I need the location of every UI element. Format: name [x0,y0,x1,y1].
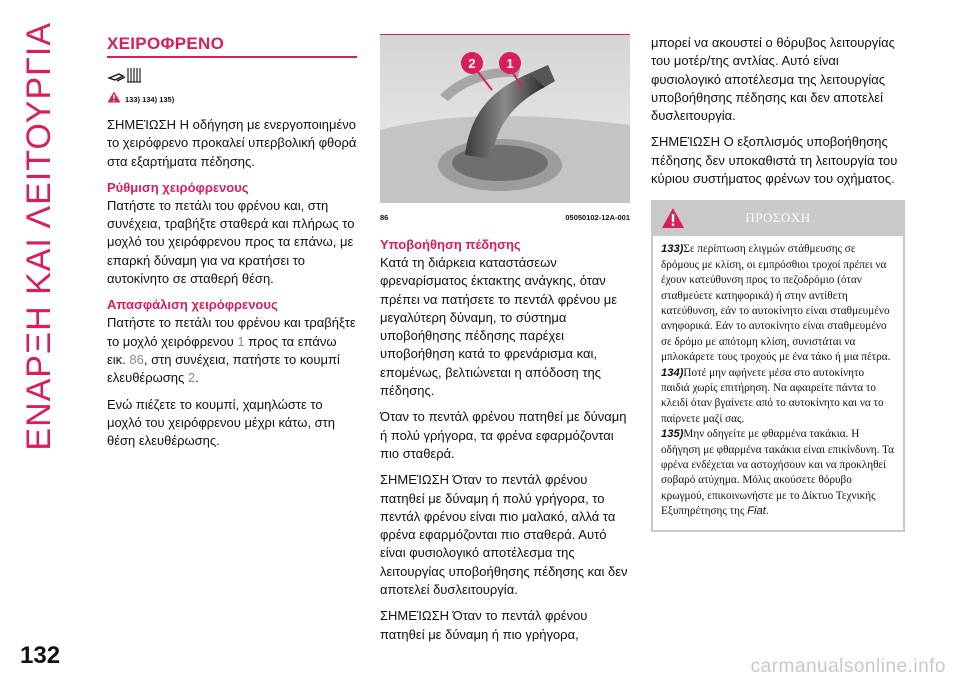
continued-text: μπορεί να ακουστεί ο θόρυβος λειτουργίας του μοτέρ/της αντλίας. Αυτό είναι φυσιολογικό αποτέλεσμα της λειτουργίας υποβοήθησης πέδησης και δεν αποτελεί δυσλειτουργία. [651,35,895,124]
column-continued [651,34,905,532]
caution-box [651,200,905,531]
chapter-side-title: ΕΝΑΡΞΗ ΚΑΙ ΛΕΙΤΟΥΡΓΙΑ [19,22,58,451]
release-title: Απασφάλιση χειρόφρενους [107,297,278,313]
brake-assist-note-2: ΣΗΜΕΊΩΣΗ Όταν το πεντάλ φρένου πατηθεί με δύναμη ή πιο γρήγορα, [380,608,588,642]
brake-assist-text-2: Όταν το πεντάλ φρένου πατηθεί με δύναμη ή πολύ γρήγορα, τα φρένα εφαρμόζονται πιο σταθερά. [380,409,627,461]
brake-assist-note-1: ΣΗΜΕΊΩΣΗ Όταν το πεντάλ φρένου πατηθεί με δύναμη ή πολύ γρήγορα, το πεντάλ φρένου είναι πιο μαλακό, αλλά τα φρένα εφαρμόζονται πιο σταθερά. Αυτό είναι φυσιολογικό αποτέλεσμα της λειτουργίας υποβοήθησης πέδησης και δεν αποτελεί δυσλειτουργία. [380,472,628,598]
ref-figure-86: 86 [129,351,144,367]
warning-reference-row [107,90,357,108]
warning-triangle-icon [107,90,121,108]
ref-button-2: 2 [187,370,196,386]
figure-code: 05050102-12A-001 [565,213,630,222]
handbrake-symbol-icon [107,64,357,88]
figure-label-1: 1 [506,56,514,71]
release-text: Πατήστε το πετάλι του φρένου και τραβήξτε το μοχλό χειρόφρενου 1 προς τα επάνω εικ. 86, στη συνέχεια, πατήστε το κουμπί ελευθέρωσης 2. [107,315,356,386]
brake-assist-note-3: ΣΗΜΕΊΩΣΗ Ο εξοπλισμός υποβοήθησης πέδησης δεν υποκαθιστά τη λειτουργία του κύριου συστήματος φρένων του οχήματος. [651,134,898,187]
caution-triangle-icon [661,207,685,234]
caution-label: ΠΡΟΣΟΧΗ [745,210,811,226]
release-text-2: Ενώ πιέζετε το κουμπί, χαμηλώστε το μοχλό του χειρόφρενου μέχρι κάτω, στη θέση ελευθέρωσης. [107,396,336,449]
caution-header [651,200,905,236]
ref-lever-1: 1 [237,333,245,349]
column-handbrake [107,34,357,450]
watermark: carmanualsonline.info [750,656,946,677]
section-title: ΧΕΙΡΟΦΡΕΝΟ [107,34,357,58]
handbrake-figure [380,34,630,203]
handbrake-lever-illustration [380,35,630,203]
page-number: 132 [20,642,61,669]
column-brake-assist [380,34,630,644]
adjust-text: Πατήστε το πετάλι του φρένου και, στη συνέχεια, τραβήξτε σταθερά και πλήρως το μοχλό του χειρόφρενου προς τα επάνω, με επαρκή δύναμη για να κρατήσει το αυτοκίνητο σε σταθερή θέση. [107,197,355,287]
warning-135: 135)Μην οδηγείτε με φθαρμένα τακάκια. Η οδήγηση με φθαρμένα τακάκια είναι επικίνδυνη. Τα φρένα ενδέχεται να αστοχήσουν και να προκληθεί σοβαρό ατύχημα. Μόλις ακούσετε θόρυβο κρωγμού, επικοινωνήστε με το Δίκτυο Τεχνικής Εξυπηρέτησης της Fiat. [661,428,894,518]
warning-refs: 133) 134) 135) [125,94,175,104]
figure-number: 86 [380,213,389,222]
handbrake-note: ΣΗΜΕΊΩΣΗ Η οδήγηση με ενεργοποιημένο το χειρόφρενο προκαλεί υπερβολική φθορά στα εξαρτήματα πέδησης. [107,117,357,169]
adjust-title: Ρύθμιση χειρόφρενους [107,179,249,195]
warning-134: 134)Ποτέ μην αφήνετε μέσα στο αυτοκίνητο παιδιά χωρίς επιτήρηση. Να αφαιρείτε πάντα το κλειδί όταν βγαίνετε από το αυτοκίνητο και να το παίρνετε μαζί σας. [661,366,884,425]
warning-133: 133)Σε περίπτωση ελιγμών στάθμευσης σε δρόμους με κλίση, οι εμπρόσθιοι τροχοί πρέπει να έχουν κατεύθυνση προς το πεζοδρόμιο (όταν σταθμεύετε κατηφορικά) ή στην αντίθετη κατεύθυνση, εάν το αυτοκίνητο είναι σταθμευμένο ανηφορικά. Εάν το αυτοκίνητο είναι σταθμευμένο σε δρόμο με απότομη κλίση, συνιστάται να μπλοκάρετε τους τροχούς με ένα τάκο ή μια πέτρα. [661,243,891,364]
brake-assist-title: Υποβοήθηση πέδησης [380,237,521,252]
brake-assist-text-1: Κατά τη διάρκεια καταστάσεων φρεναρίσματος έκτακτης ανάγκης, όταν πρέπει να πατήσετε το πεντάλ φρένου με μεγαλύτερη δύναμη, το σύστημα υποβοήθησης πέδησης παρέχει υποβοήθηση κατά το φρενάρισμα και, επομένως, βελτιώνεται η απόδοση της πέδησης. [380,255,618,399]
caution-body [651,236,905,531]
figure-caption [380,213,630,222]
figure-label-2: 2 [468,56,476,71]
